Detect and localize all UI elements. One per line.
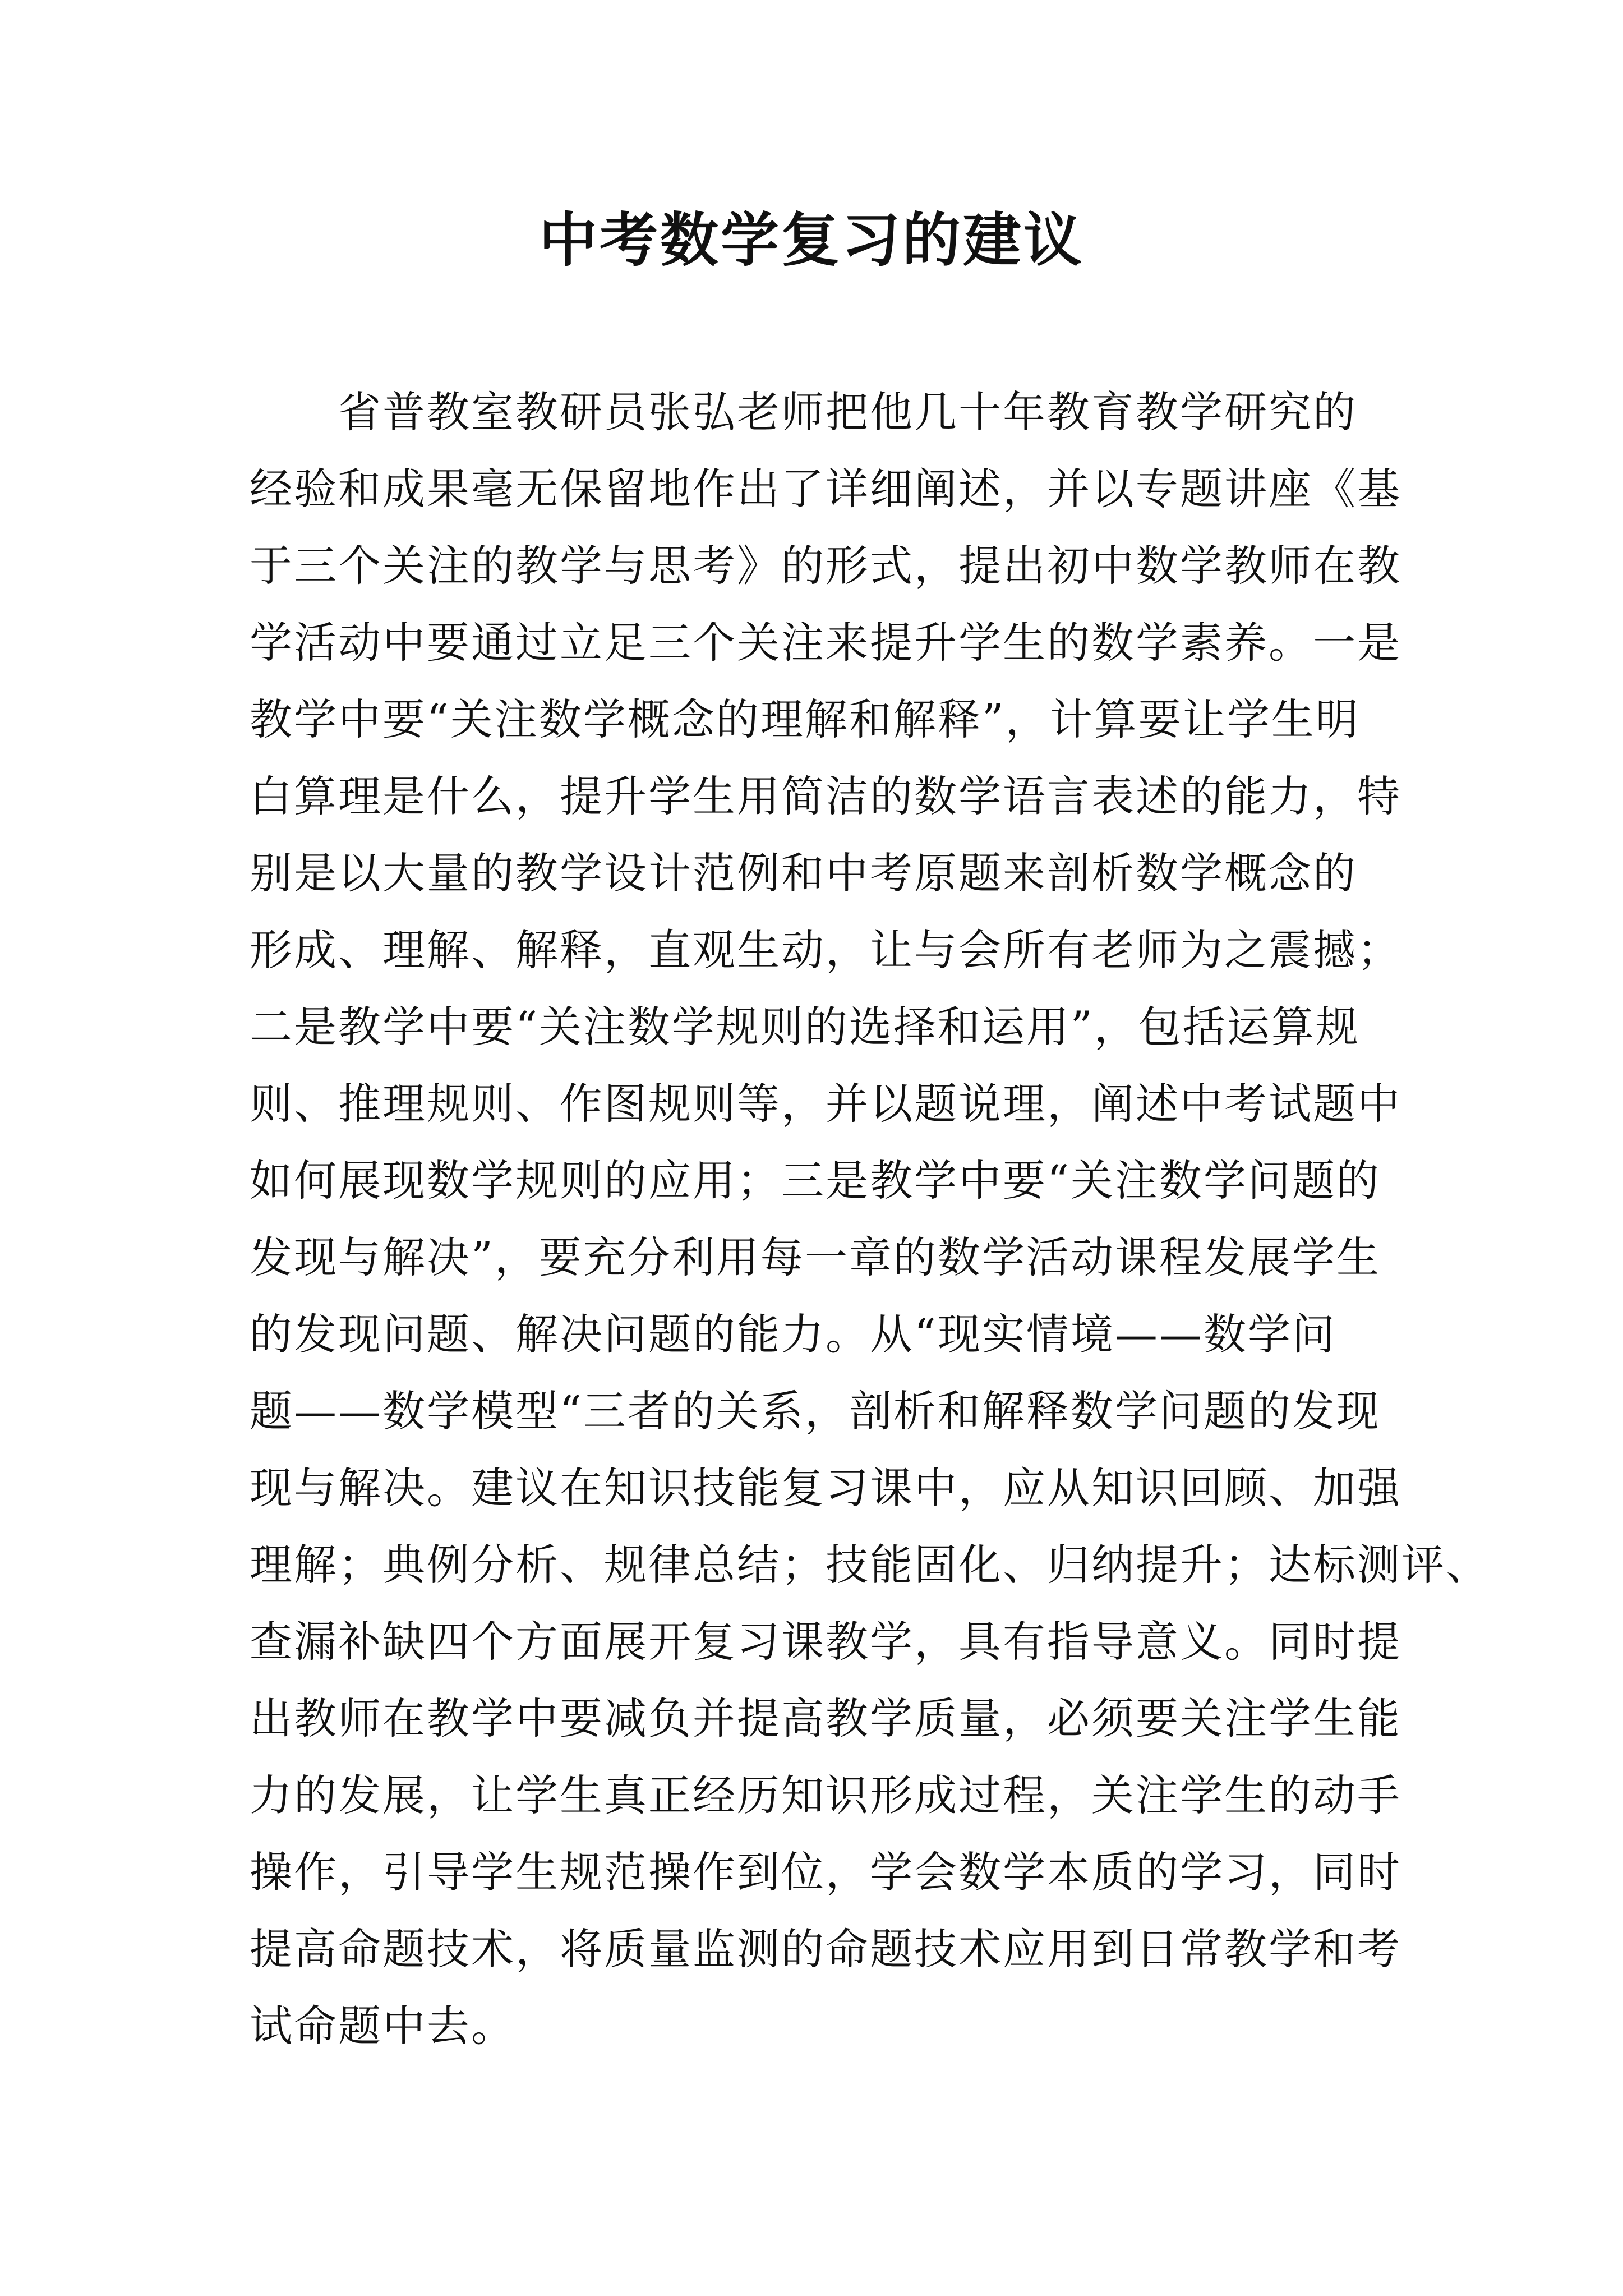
body-line: 题——数学模型“三者的关系，剖析和解释数学问题的发现	[250, 1386, 1381, 1436]
body-line: 现与解决。建议在知识技能复习课中，应从知识回顾、加强	[250, 1463, 1401, 1513]
body-line: 学活动中要通过立足三个关注来提升学生的数学素养。一是	[250, 618, 1401, 668]
body-line: 操作，引导学生规范操作到位，学会数学本质的学习，同时	[250, 1847, 1401, 1897]
body-line: 试命题中去。	[250, 2001, 515, 2051]
document-title: 中考数学复习的建议	[538, 205, 1084, 274]
body-line: 于三个关注的教学与思考》的形式，提出初中数学教师在教	[250, 541, 1401, 591]
body-line: 出教师在教学中要减负并提高教学质量，必须要关注学生能	[250, 1694, 1401, 1743]
body-line: 查漏补缺四个方面展开复习课教学，具有指导意义。同时提	[250, 1617, 1401, 1667]
body-line: 经验和成果毫无保留地作出了详细阐述，并以专题讲座《基	[250, 464, 1401, 514]
body-line: 形成、理解、解释，直观生动，让与会所有老师为之震撼；	[250, 925, 1401, 975]
document-body	[250, 374, 1490, 2064]
body-line: 提高命题技术，将质量监测的命题技术应用到日常教学和考	[250, 1924, 1401, 1974]
body-line: 的发现问题、解决问题的能力。从“现实情境——数学问	[250, 1309, 1336, 1359]
body-line: 如何展现数学规则的应用；三是教学中要“关注数学问题的	[250, 1156, 1381, 1205]
body-line: 二是教学中要“关注数学规则的选择和运用”，包括运算规	[250, 1002, 1360, 1052]
body-line: 则、推理规则、作图规则等，并以题说理，阐述中考试题中	[250, 1079, 1401, 1129]
body-line: 力的发展，让学生真正经历知识形成过程，关注学生的动手	[250, 1770, 1401, 1820]
body-line: 白算理是什么，提升学生用简洁的数学语言表述的能力，特	[250, 771, 1401, 821]
body-line: 教学中要“关注数学概念的理解和解释”，计算要让学生明	[250, 694, 1360, 744]
body-line: 别是以大量的教学设计范例和中考原题来剖析数学概念的	[250, 848, 1357, 898]
body-line: 理解；典例分析、规律总结；技能固化、归纳提升；达标测评、	[250, 1540, 1490, 1590]
body-line: 省普教室教研员张弘老师把他几十年教育教学研究的	[250, 387, 1357, 437]
body-line: 发现与解决”，要充分利用每一章的数学活动课程发展学生	[250, 1232, 1381, 1282]
